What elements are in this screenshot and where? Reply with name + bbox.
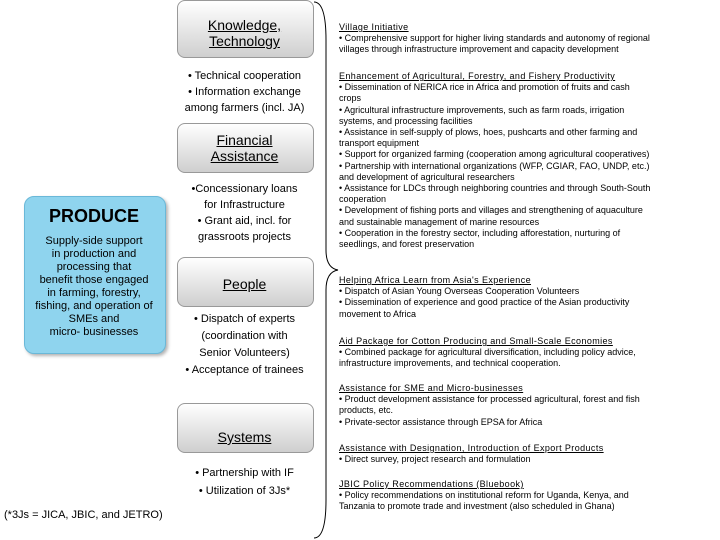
produce-description-line: in farming, forestry,: [47, 287, 141, 299]
initiative-heading: Enhancement of Agricultural, Forestry, and Fishery Productivity: [339, 71, 616, 81]
initiative-line: • Policy recommendations on institutional reform for Uganda, Kenya, and: [339, 490, 629, 501]
category-bullet: • Information exchange: [188, 86, 301, 98]
initiative-line: infrastructure improvements, and technical cooperation.: [339, 358, 561, 369]
initiative-line: • Agricultural infrastructure improvements, such as farm roads, irrigation: [339, 104, 625, 115]
initiative-line: systems, and processing facilities: [339, 115, 473, 126]
initiative-heading: JBIC Policy Recommendations (Bluebook): [339, 479, 524, 489]
category-bullet: grassroots projects: [198, 231, 291, 243]
initiative-line: cooperation: [339, 194, 387, 205]
category-title-line: Knowledge,: [207, 17, 282, 33]
initiative-heading: Village Initiative: [339, 22, 409, 32]
systems-bullets: [172, 464, 317, 500]
initiative-line: • Support for organized farming (cooperation among agricultural cooperatives): [339, 149, 650, 160]
produce-description: [24, 235, 164, 339]
initiative-heading: Assistance for SME and Micro-businesses: [339, 383, 524, 393]
initiative-line: • Cooperation in the forestry sector, including afforestation, nurturing of: [339, 227, 621, 238]
people-bullets: [172, 311, 317, 379]
category-bullet: Senior Volunteers): [199, 347, 290, 359]
category-bullet: for Infrastructure: [204, 199, 285, 211]
initiative-productivity: [339, 71, 691, 250]
category-bullet: • Acceptance of trainees: [185, 364, 304, 376]
initiative-line: transport equipment: [339, 138, 420, 149]
initiative-line: • Partnership with international organizations (WFP, CGIAR, FAO, UNDP, etc.): [339, 160, 650, 171]
category-bullet: • Partnership with IF: [195, 467, 294, 479]
people-title: [177, 276, 312, 292]
initiative-line: villages through infrastructure improvement and capacity development: [339, 44, 619, 55]
category-title-line: Systems: [217, 429, 272, 445]
produce-description-line: micro- businesses: [49, 326, 139, 338]
bracket-connector: [312, 0, 342, 540]
initiative-line: • Direct survey, project research and formulation: [339, 454, 531, 465]
financial-assistance-title: [177, 132, 312, 164]
category-bullet: • Dispatch of experts: [193, 313, 296, 325]
knowledge-technology-title: [177, 17, 312, 49]
initiative-line: • Private-sector assistance through EPSA for Africa: [339, 416, 543, 427]
category-title-line: People: [222, 276, 267, 292]
initiative-heading: Assistance with Designation, Introduction of Export Products: [339, 443, 604, 453]
initiative-export: [339, 443, 691, 465]
initiative-line: • Development of fishing ports and villages and strengthening of aquaculture: [339, 205, 643, 216]
produce-description-line: Supply-side support: [45, 235, 143, 247]
financial-assistance-bullets: [172, 181, 317, 245]
produce-description-line: in production and: [51, 248, 137, 260]
footnote: (*3Js = JICA, JBIC, and JETRO): [4, 509, 163, 521]
initiative-village: [339, 22, 691, 56]
initiative-cotton: [339, 336, 691, 370]
initiative-line: and development of agricultural researchers: [339, 171, 515, 182]
category-title-line: Technology: [209, 33, 280, 49]
initiative-sme: [339, 383, 691, 428]
knowledge-technology-bullets: [172, 68, 317, 116]
produce-description-line: processing that: [56, 261, 132, 273]
category-bullet: • Technical cooperation: [187, 70, 302, 82]
initiative-line: • Dissemination of experience and good practice of the Asian productivity: [339, 297, 630, 308]
category-bullet: • Utilization of 3Js*: [198, 485, 291, 497]
initiative-line: crops: [339, 93, 362, 104]
initiative-heading: Aid Package for Cotton Producing and Small-Scale Economies: [339, 336, 613, 346]
initiative-line: Tanzania to promote trade and investment (also scheduled in Ghana): [339, 501, 615, 512]
initiative-line: • Comprehensive support for higher living standards and autonomy of regional: [339, 33, 650, 44]
initiative-line: • Combined package for agricultural diversification, including policy advice,: [339, 347, 636, 358]
systems-title: [177, 429, 312, 445]
category-title-line: Assistance: [210, 148, 279, 164]
initiative-line: • Dispatch of Asian Young Overseas Cooperation Volunteers: [339, 286, 580, 297]
category-title-line: Financial: [216, 132, 273, 148]
produce-description-line: benefit those engaged: [39, 274, 149, 286]
initiative-line: • Product development assistance for processed agricultural, forest and fish: [339, 394, 640, 405]
produce-description-line: SMEs and: [68, 313, 120, 325]
initiative-line: seedlings, and forest preservation: [339, 239, 475, 250]
category-bullet: among farmers (incl. JA): [184, 102, 305, 114]
produce-description-line: fishing, and operation of: [35, 300, 153, 312]
initiative-jbic: [339, 479, 691, 513]
initiative-line: and sustainable management of marine resources: [339, 216, 540, 227]
initiative-line: movement to Africa: [339, 308, 417, 319]
produce-title: PRODUCE: [48, 206, 139, 226]
initiative-asia-experience: [339, 275, 691, 320]
systems-box: [177, 403, 314, 453]
category-bullet: (coordination with: [201, 330, 288, 342]
initiative-heading: Helping Africa Learn from Asia's Experience: [339, 275, 532, 285]
initiative-line: • Assistance for LDCs through neighboring countries and through South-South: [339, 183, 651, 194]
initiative-line: products, etc.: [339, 405, 394, 416]
category-bullet: • Grant aid, incl. for: [197, 215, 292, 227]
initiative-line: • Dissemination of NERICA rice in Africa and promotion of fruits and cash: [339, 82, 630, 93]
category-bullet: •Concessionary loans: [191, 183, 298, 195]
initiative-line: • Assistance in self-supply of plows, hoes, pushcarts and other farming and: [339, 127, 638, 138]
